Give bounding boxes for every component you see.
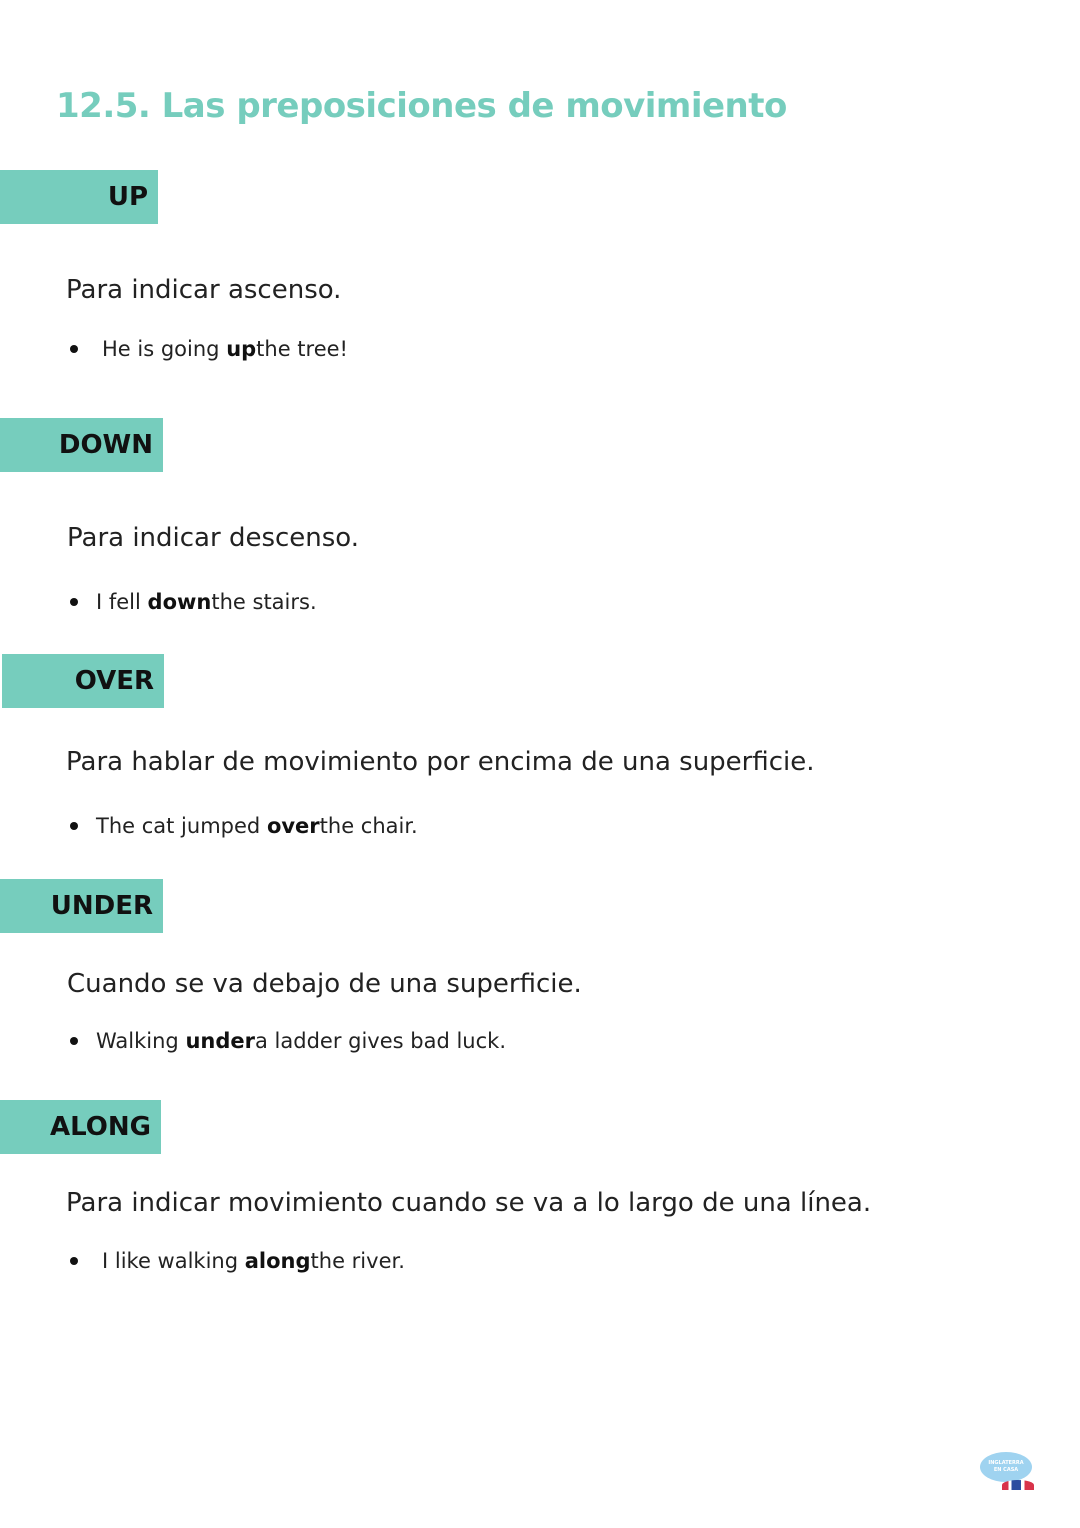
example-item: [70, 1029, 506, 1053]
bullet-icon: [70, 598, 78, 606]
example-item: [70, 590, 317, 614]
section-label-up: UP: [0, 170, 158, 224]
example-text: the chair.: [319, 814, 418, 838]
example-text: I like walking: [102, 1249, 239, 1273]
section-label-down: DOWN: [0, 418, 163, 472]
example-keyword: down: [147, 590, 212, 614]
example-keyword: along: [244, 1249, 311, 1273]
bullet-icon: [70, 345, 78, 353]
example-text: The cat jumped: [96, 814, 261, 838]
example-item: [70, 1249, 405, 1273]
page-title: 12.5. Las preposiciones de movimiento: [56, 86, 787, 126]
example-keyword: up: [226, 337, 257, 361]
example-text: a ladder gives bad luck.: [255, 1029, 506, 1053]
bullet-icon: [70, 1037, 78, 1045]
bullet-icon: [70, 1257, 78, 1265]
example-text: Walking: [96, 1029, 179, 1053]
logo-text: INGLATERRA: [988, 1460, 1024, 1466]
brand-logo: [980, 1452, 1036, 1492]
bullet-icon: [70, 822, 78, 830]
example-text: He is going: [102, 337, 220, 361]
example-text: the tree!: [256, 337, 348, 361]
section-description: Para hablar de movimiento por encima de una superficie.: [66, 747, 815, 777]
example-text: the stairs.: [211, 590, 317, 614]
example-text: the river.: [310, 1249, 405, 1273]
section-description: Cuando se va debajo de una superficie.: [67, 969, 582, 999]
section-label-along: ALONG: [0, 1100, 161, 1154]
section-label-under: UNDER: [0, 879, 163, 933]
example-item: [70, 337, 348, 361]
example-keyword: under: [185, 1029, 255, 1053]
section-label-over: OVER: [2, 654, 164, 708]
logo-bubble: [980, 1452, 1032, 1482]
uk-flag-icon: [1002, 1480, 1034, 1490]
example-item: [70, 814, 418, 838]
example-keyword: over: [266, 814, 320, 838]
logo-text: EN CASA: [993, 1467, 1019, 1473]
section-description: Para indicar movimiento cuando se va a lo largo de una línea.: [66, 1188, 872, 1218]
example-text: I fell: [96, 590, 141, 614]
section-description: Para indicar ascenso.: [66, 275, 342, 305]
section-description: Para indicar descenso.: [67, 523, 360, 553]
